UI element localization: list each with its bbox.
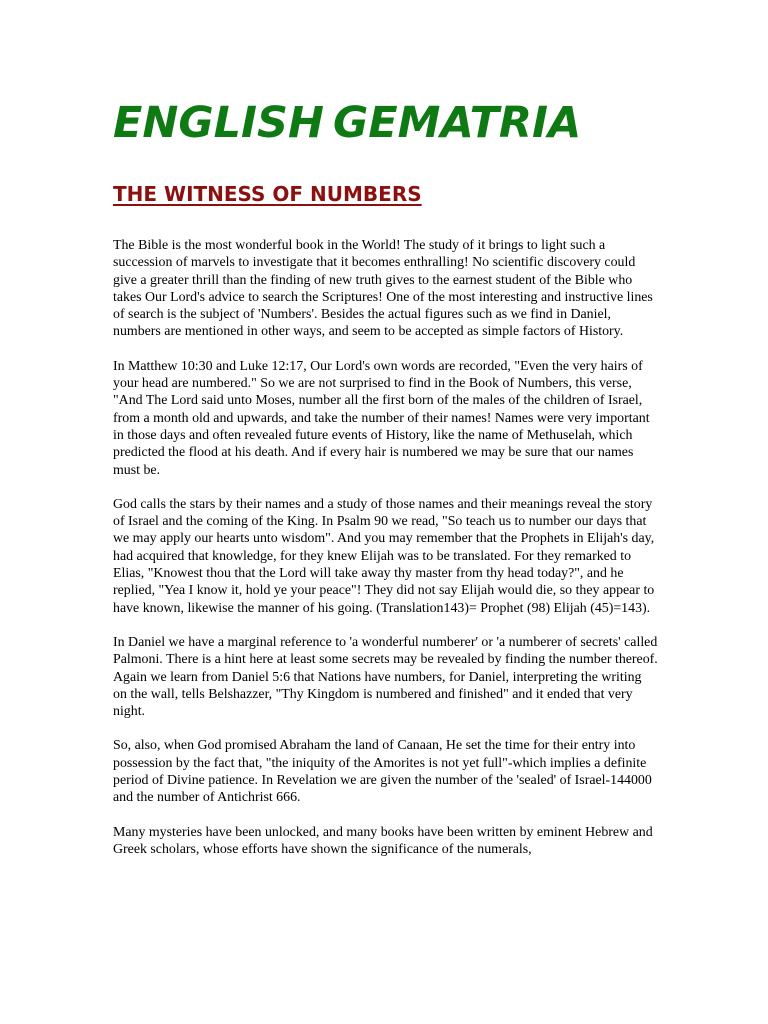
- paragraph-6: Many mysteries have been unlocked, and many books have been written by eminent Hebrew and Greek scholars, whose efforts have shown the significance of the numerals,: [113, 824, 653, 857]
- paragraph-3: God calls the stars by their names and a study of those names and their meanings reveal the story of Israel and the coming of the King. In Psalm 90 we read, "So teach us to number our days that we may apply our hearts unto wisdom". And you may remember that the Prophets in Elijah's day, had acquired that knowledge, for they knew Elijah was to be translated. For they remarked to Elias, "Knowest thou that the Lord will take away thy master from thy head today?", and he replied, "Yea I know it, hold ye your peace"! They did not say Elijah would die, so they appear to have known, likewise the manner of his going. (Translation143)= Prophet (98) Elijah (45)=143).: [113, 496, 655, 616]
- paragraph-1: The Bible is the most wonderful book in the World! The study of it brings to light such a succession of marvels to investigate that it becomes enthralling! No scientific discovery could give a greater thrill than the finding of new truth gives to the earnest student of the Bible who takes Our Lord's advice to search the Scriptures! One of the most interesting and instructive lines of search is the subject of 'Numbers'. Besides the actual figures such as we find in Daniel, numbers are mentioned in other ways, and seem to be accepted as simple factors of History.: [113, 238, 653, 340]
- page-subtitle: THE WITNESS OF NUMBERS: [113, 182, 422, 206]
- paragraph-2: In Matthew 10:30 and Luke 12:17, Our Lord's own words are recorded, "Even the very hairs of your head are numbered." So we are not surprised to find in the Book of Numbers, this verse, "And The Lord said unto Moses, number all the first born of the males of the children of Israel, from a month old and upwards, and take the number of their names! Names were very important in those days and often revealed future events of History, like the name of Methuselah, which predicted the flood at his death. And if every hair is numbered we may be sure that our names must be.: [113, 358, 650, 478]
- document-body: [113, 237, 658, 858]
- page-title: ENGLISH GEMATRIA: [113, 98, 582, 148]
- paragraph-5: So, also, when God promised Abraham the land of Canaan, He set the time for their entry into possession by the fact that, "the iniquity of the Amorites is not yet full"-which implies a definite period of Divine patience. In Revelation we are given the number of the 'sealed' of Israel-144000 and the number of Antichrist 666.: [113, 738, 652, 806]
- paragraph-4: In Daniel we have a marginal reference to 'a wonderful numberer' or 'a numberer of secrets' called Palmoni. There is a hint here at least some secrets may be revealed by finding the number thereof. Again we learn from Daniel 5:6 that Nations have numbers, for Daniel, interpreting the writing on the wall, tells Belshazzer, "Thy Kingdom is numbered and finished" and it ended that very night.: [113, 634, 658, 720]
